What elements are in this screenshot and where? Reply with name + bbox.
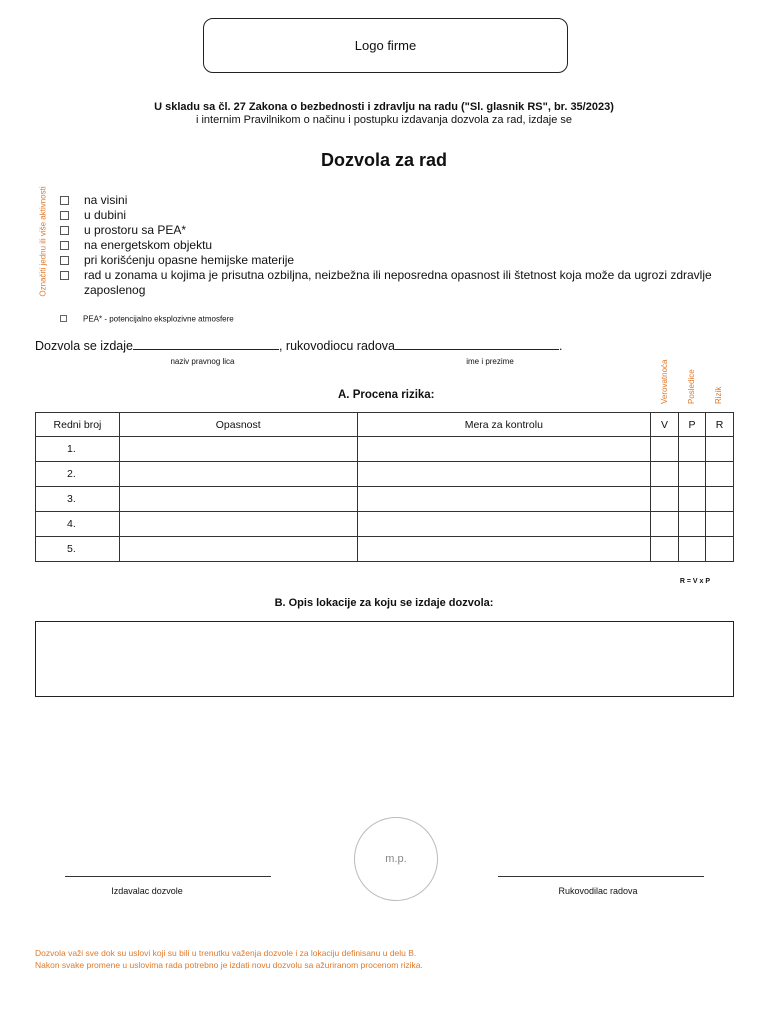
manager-name-caption: ime i prezime xyxy=(466,357,514,366)
table-row xyxy=(36,487,734,512)
hazard-cell[interactable] xyxy=(119,462,357,487)
control-measure-cell[interactable] xyxy=(357,512,651,537)
row-number: 4. xyxy=(36,512,120,537)
activity-label: rad u zonama u kojima je prisutna ozbiljna, neizbežna ili neposredna opasnost ili štetnost koja može da ugrozi zdravlje zaposlenog xyxy=(84,268,712,297)
activity-item[interactable] xyxy=(58,253,738,268)
activity-item[interactable] xyxy=(58,238,738,253)
rotated-header-consequences: Posledice xyxy=(687,369,696,404)
rotated-header-probability: Verovatnoća xyxy=(660,359,669,404)
column-header: R xyxy=(705,413,733,437)
row-number: 1. xyxy=(36,437,120,462)
activity-label: u dubini xyxy=(84,208,127,222)
activity-label: u prostoru sa PEA* xyxy=(84,223,187,237)
issuer-signature-line[interactable] xyxy=(65,876,271,877)
probability-cell[interactable] xyxy=(651,487,679,512)
manager-signature-label: Rukovodilac radova xyxy=(558,886,638,896)
risk-cell[interactable] xyxy=(705,462,733,487)
location-description-field[interactable] xyxy=(35,621,734,697)
activity-label: na energetskom objektu xyxy=(84,238,213,252)
logo-placeholder xyxy=(203,18,568,73)
risk-cell[interactable] xyxy=(705,437,733,462)
pea-footnote-text: PEA* - potencijalno eksplozivne atmosfere xyxy=(83,314,234,324)
row-number: 2. xyxy=(36,462,120,487)
stamp-placeholder xyxy=(354,817,438,901)
issue-middle: , rukovodiocu radova xyxy=(278,339,396,353)
consequence-cell[interactable] xyxy=(679,512,706,537)
company-name-field[interactable] xyxy=(133,338,279,350)
probability-cell[interactable] xyxy=(651,462,679,487)
checkbox[interactable] xyxy=(60,211,69,220)
issue-prefix: Dozvola se izdaje xyxy=(35,339,133,353)
column-header: Redni broj xyxy=(36,413,120,437)
consequence-cell[interactable] xyxy=(679,437,706,462)
stamp-label: m.p. xyxy=(385,853,407,865)
activity-item[interactable] xyxy=(58,208,738,223)
issue-line xyxy=(35,338,563,353)
table-header-row xyxy=(36,413,734,437)
validity-note xyxy=(35,947,423,971)
issue-suffix: . xyxy=(559,339,563,353)
hazard-cell[interactable] xyxy=(119,537,357,562)
risk-formula: R = V x P xyxy=(679,578,710,585)
row-number: 3. xyxy=(36,487,120,512)
issuer-signature-label: Izdavalac dozvole xyxy=(111,886,183,896)
probability-cell[interactable] xyxy=(651,437,679,462)
activity-label: pri korišćenju opasne hemijske materije xyxy=(84,253,295,267)
probability-cell[interactable] xyxy=(651,512,679,537)
checkbox[interactable] xyxy=(60,271,69,280)
manager-signature-line[interactable] xyxy=(498,876,704,877)
pea-footnote xyxy=(60,314,234,323)
rotated-header-risk: Rizik xyxy=(714,386,723,404)
checkbox[interactable] xyxy=(60,256,69,265)
side-instruction: Označiti jednu ili više aktivnosti xyxy=(38,186,48,297)
column-header: Opasnost xyxy=(119,413,357,437)
row-number: 5. xyxy=(36,537,120,562)
risk-table xyxy=(35,412,734,562)
probability-cell[interactable] xyxy=(651,537,679,562)
column-header: P xyxy=(679,413,706,437)
control-measure-cell[interactable] xyxy=(357,487,651,512)
checkbox[interactable] xyxy=(60,226,69,235)
activity-checklist xyxy=(58,193,738,298)
activity-item[interactable] xyxy=(58,223,738,238)
activity-item[interactable] xyxy=(58,268,738,298)
intro-line-1: U skladu sa čl. 27 Zakona o bezbednosti i zdravlju na radu ("Sl. glasnik RS", br. 35/2023) xyxy=(154,101,614,113)
company-name-caption: naziv pravnog lica xyxy=(170,357,235,366)
checkbox[interactable] xyxy=(60,241,69,250)
footnote-box xyxy=(60,315,67,322)
logo-label: Logo firme xyxy=(354,38,417,53)
consequence-cell[interactable] xyxy=(679,487,706,512)
column-header: Mera za kontrolu xyxy=(357,413,651,437)
section-a-heading: A. Procena rizika: xyxy=(338,389,435,401)
activity-item[interactable] xyxy=(58,193,738,208)
risk-cell[interactable] xyxy=(705,512,733,537)
column-header: V xyxy=(651,413,679,437)
table-row xyxy=(36,512,734,537)
hazard-cell[interactable] xyxy=(119,437,357,462)
control-measure-cell[interactable] xyxy=(357,537,651,562)
control-measure-cell[interactable] xyxy=(357,437,651,462)
activity-label: na visini xyxy=(84,193,128,207)
consequence-cell[interactable] xyxy=(679,462,706,487)
risk-cell[interactable] xyxy=(705,487,733,512)
control-measure-cell[interactable] xyxy=(357,462,651,487)
manager-name-field[interactable] xyxy=(395,338,559,350)
table-row xyxy=(36,437,734,462)
intro-line-2: i internim Pravilnikom o načinu i postupku izdavanja dozvola za rad, izdaje se xyxy=(195,114,573,126)
risk-cell[interactable] xyxy=(705,537,733,562)
validity-note-line-1: Dozvola važi sve dok su uslovi koji su bili u trenutku važenja dozvole i za lokaciju definisanu u delu B. xyxy=(35,948,417,958)
validity-note-line-2: Nakon svake promene u uslovima rada potrebno je izdati novu dozvolu sa ažuriranom procenom rizika. xyxy=(35,960,423,970)
checkbox[interactable] xyxy=(60,196,69,205)
consequence-cell[interactable] xyxy=(679,537,706,562)
hazard-cell[interactable] xyxy=(119,512,357,537)
section-b-heading: B. Opis lokacije za koju se izdaje dozvola: xyxy=(274,597,494,609)
hazard-cell[interactable] xyxy=(119,487,357,512)
table-row xyxy=(36,537,734,562)
table-row xyxy=(36,462,734,487)
page-title: Dozvola za rad xyxy=(320,150,448,170)
